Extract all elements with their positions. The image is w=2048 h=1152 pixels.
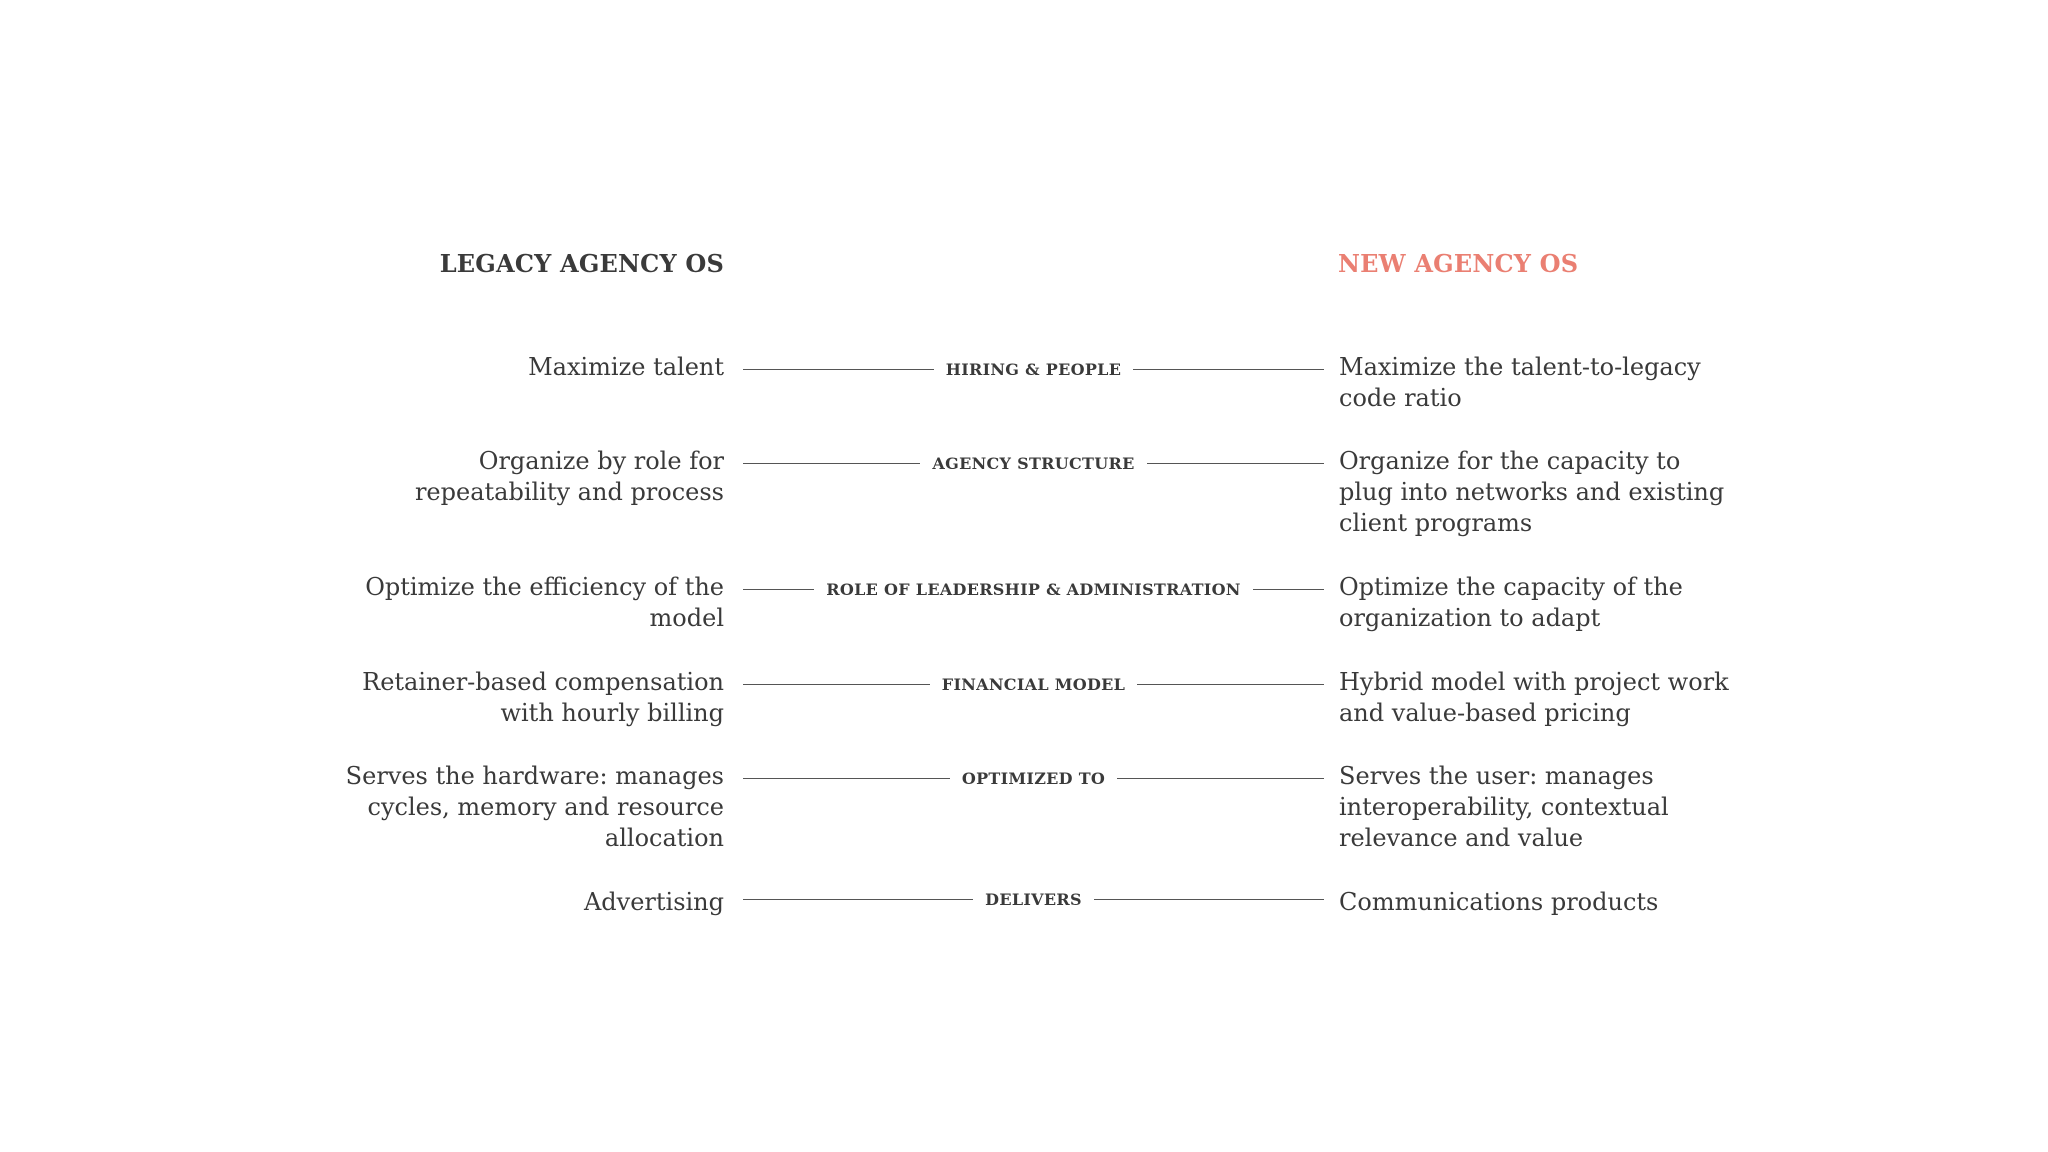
connector-line-right	[1137, 684, 1324, 685]
connector-line-left	[743, 778, 950, 779]
legacy-text: Serves the hardware: manages cycles, memory and resource allocation	[345, 762, 724, 852]
new-text: Maximize the talent-to-legacy code ratio	[1339, 353, 1701, 412]
legacy-text: Advertising	[583, 888, 724, 916]
connector-line-right	[1253, 589, 1324, 590]
legacy-text: Retainer-based compensation with hourly billing	[362, 668, 724, 727]
category-label: DELIVERS	[985, 889, 1082, 909]
connector-line-right	[1117, 778, 1324, 779]
connector-line-right	[1147, 463, 1324, 464]
connector-line-right	[1133, 369, 1324, 370]
connector	[743, 578, 1324, 600]
connector-line-left	[743, 463, 920, 464]
category-label: OPTIMIZED TO	[961, 768, 1106, 788]
heading-legacy-agency-os: LEGACY AGENCY OS	[439, 249, 724, 278]
legacy-text: Optimize the efficiency of the model	[365, 573, 724, 632]
connector-line-right	[1094, 899, 1324, 900]
category-label: AGENCY STRUCTURE	[932, 453, 1135, 473]
category-label: HIRING & PEOPLE	[945, 359, 1122, 379]
legacy-text: Organize by role for repeatability and process	[414, 447, 724, 506]
heading-new-agency-os: NEW AGENCY OS	[1338, 249, 1579, 278]
new-text: Hybrid model with project work and value-based pricing	[1339, 668, 1729, 727]
connector	[743, 452, 1324, 474]
connector	[743, 767, 1324, 789]
connector	[743, 358, 1324, 380]
connector-line-left	[743, 589, 814, 590]
category-label: FINANCIAL MODEL	[941, 674, 1126, 694]
connector	[743, 888, 1324, 910]
new-text: Serves the user: manages interoperability, contextual relevance and value	[1339, 762, 1669, 852]
new-text: Organize for the capacity to plug into networks and existing client programs	[1339, 447, 1725, 537]
new-text: Optimize the capacity of the organization to adapt	[1339, 573, 1683, 632]
category-label: ROLE OF LEADERSHIP & ADMINISTRATION	[826, 579, 1241, 599]
connector-line-left	[743, 684, 930, 685]
legacy-text: Maximize talent	[528, 353, 724, 381]
new-text: Communications products	[1339, 888, 1659, 916]
connector	[743, 673, 1324, 695]
connector-line-left	[743, 899, 973, 900]
connector-line-left	[743, 369, 934, 370]
